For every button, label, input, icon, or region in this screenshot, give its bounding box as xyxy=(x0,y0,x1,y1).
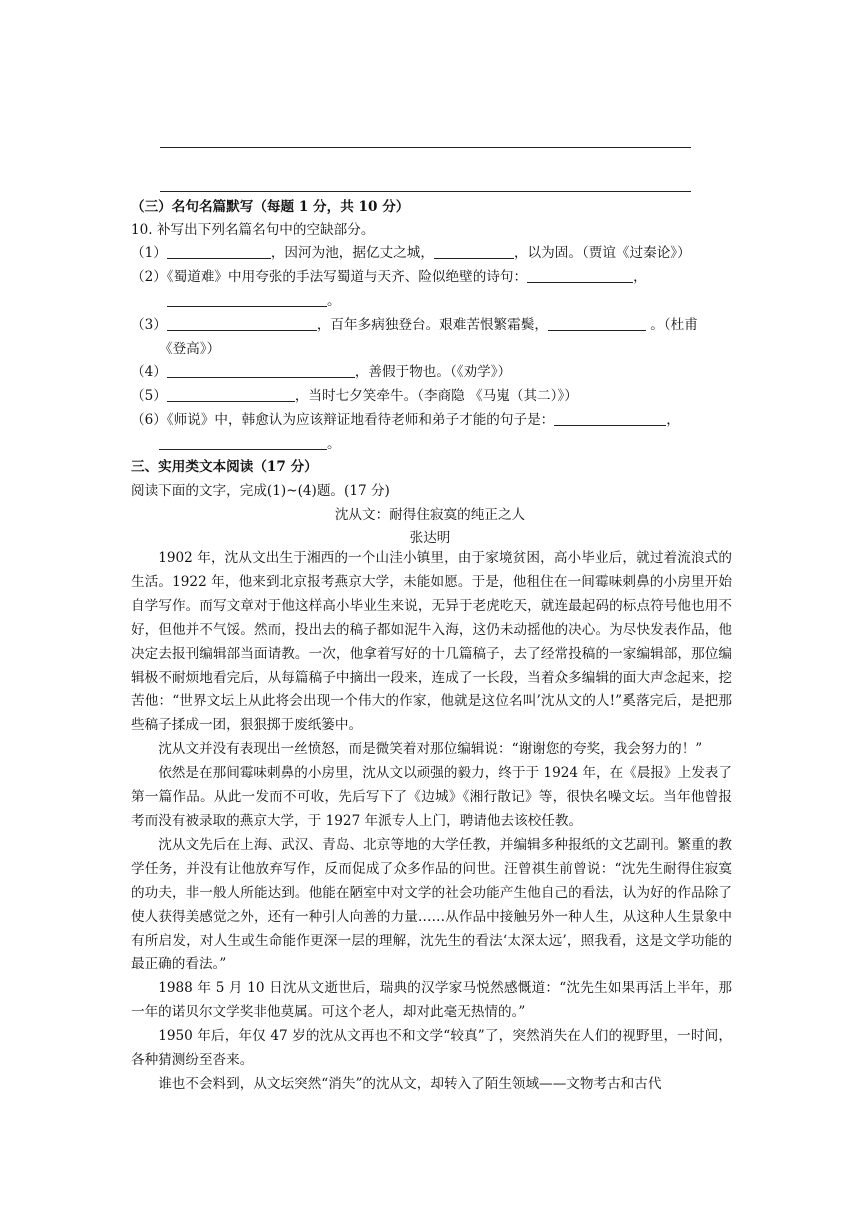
item-3 xyxy=(131,315,698,335)
item-2 xyxy=(131,267,647,287)
paragraph: 1988 年 5 月 10 日沈从文逝世后，瑞典的汉学家马悦然感慨道：“沈先生如果再活上半年，那一年的诺贝尔文学奖非他莫属。可这个老人，却对此毫无热情的。” xyxy=(131,980,732,1021)
instruction: 阅读下面的文字，完成(1)~(4)题。(17 分) xyxy=(131,483,390,499)
answer-line-1 xyxy=(160,147,691,148)
blank[interactable] xyxy=(527,268,633,283)
item-text: 。 xyxy=(327,293,341,309)
item-text: ，当时七夕笑牵牛。（李商隐 《马嵬（其二）》） xyxy=(294,388,578,404)
blank[interactable] xyxy=(167,244,271,259)
item-5 xyxy=(131,386,578,406)
section-heading: （三）名句名篇默写（每题 1 分，共 10 分） xyxy=(131,199,410,215)
article-body xyxy=(131,547,732,1097)
blank[interactable] xyxy=(159,435,327,450)
item-text: 。 xyxy=(327,436,341,452)
paragraph: 1902 年，沈从文出生于湘西的一个山洼小镇里，由于家境贫困，高小毕业后，就过着流浪式的生活。1922 年，他来到北京报考燕京大学，未能如愿。于是，他租住在一间霉味刺鼻的小房里开始自学写作。而写文章对于他这样高小毕业生来说，无异于老虎吃天，就连最起码的标点符号他也用不好，但他并不气馁。然而，投出去的稿子都如泥牛入海，这仍未动摇他的决心。为尽快发表作品，他决定去报刊编辑部当面请教。一次，他拿着写好的十几篇稿子，去了经常投稿的一家编辑部，那位编辑极不耐烦地看完后，从每篇稿子中摘出一段来，连成了一长段，当着众多编辑的面大声念起来，挖苦他：“世界文坛上从此将会出现一个伟大的作家，他就是这位名叫’沈从文的人!”奚落完后，是把那些稿子揉成一团，狠狠掷于废纸篓中。 xyxy=(131,550,732,734)
item-text: ，百年多病独登台。艰难苦恨繁霜鬓， xyxy=(316,317,548,333)
item-3-cont: 《登高》） xyxy=(159,341,221,357)
item-6-cont xyxy=(159,434,341,454)
item-text: 。（杜甫 xyxy=(645,317,698,333)
blank[interactable] xyxy=(554,411,666,426)
blank[interactable] xyxy=(167,363,355,378)
item-text: ，因河为池，据亿丈之城， xyxy=(270,245,434,261)
item-num: （5） xyxy=(131,388,167,404)
article-author: 张达明 xyxy=(409,530,451,546)
answer-line-2 xyxy=(160,191,691,192)
blank[interactable] xyxy=(434,244,514,259)
item-text: ， xyxy=(633,269,647,285)
blank[interactable] xyxy=(548,316,646,331)
item-text: 《蜀道难》中用夸张的手法写蜀道与天齐、险似绝壁的诗句： xyxy=(166,269,528,285)
item-num: （2） xyxy=(131,269,167,285)
item-num: （3） xyxy=(131,317,167,333)
item-6 xyxy=(131,410,680,430)
item-text: ，善假于物也。（《劝学》） xyxy=(354,364,512,380)
item-num: （1） xyxy=(131,245,167,261)
item-text: ， xyxy=(666,412,680,428)
item-2-cont xyxy=(167,291,341,311)
item-num: （4） xyxy=(131,364,167,380)
question-10-stem: 10. 补写出下列名篇名句中的空缺部分。 xyxy=(131,222,375,238)
blank[interactable] xyxy=(167,292,327,307)
item-num: （6） xyxy=(131,412,167,428)
item-1 xyxy=(131,243,691,263)
paragraph: 沈从文先后在上海、武汉、青岛、北京等地的大学任教，并编辑多种报纸的文艺副刊。繁重的教学任务，并没有让他放弃写作，反而促成了众多作品的问世。汪曾祺生前曾说：“沈先生耐得住寂寞的功夫，非一般人所能达到。他能在陋室中对文学的社会功能产生他自己的看法，认为好的作品除了使人获得美感觉之外，还有一种引人向善的力量……从作品中接触另外一种人生，从这种人生景象中有所启发，对人生或生命能作更深一层的理解，沈先生的看法‘太深太远’，照我看，这是文学功能的最正确的看法。” xyxy=(131,836,732,973)
paragraph: 谁也不会料到，从文坛突然“消失”的沈从文，却转入了陌生领域——文物考古和古代 xyxy=(158,1075,662,1092)
paragraph: 依然是在那间霉味刺鼻的小房里，沈从文以顽强的毅力，终于于 1924 年，在《晨报》上发表了第一篇作品。从此一发而不可收，先后写下了《边城》《湘行散记》等，很快名噪文坛。当年他曾报考而没有被录取的燕京大学，于 1927 年派专人上门，聘请他去该校任教。 xyxy=(131,765,732,829)
paragraph: 1950 年后，年仅 47 岁的沈从文再也不和文学“较真”了，突然消失在人们的视野里，一时间，各种猜测纷至沓来。 xyxy=(131,1028,732,1069)
paragraph: 沈从文并没有表现出一丝愤怒，而是微笑着对那位编辑说：“谢谢您的夸奖，我会努力的！” xyxy=(158,741,703,758)
item-text: ，以为固。（贾谊《过秦论》） xyxy=(513,245,691,261)
item-4 xyxy=(131,362,511,382)
part-heading: 三、实用类文本阅读（17 分） xyxy=(131,459,318,475)
blank[interactable] xyxy=(167,387,295,402)
blank[interactable] xyxy=(167,316,317,331)
item-text: 《师说》中，韩愈认为应该辩证地看待老师和弟子才能的句子是： xyxy=(166,412,555,428)
article-title: 沈从文：耐得住寂寞的纯正之人 xyxy=(334,507,526,523)
